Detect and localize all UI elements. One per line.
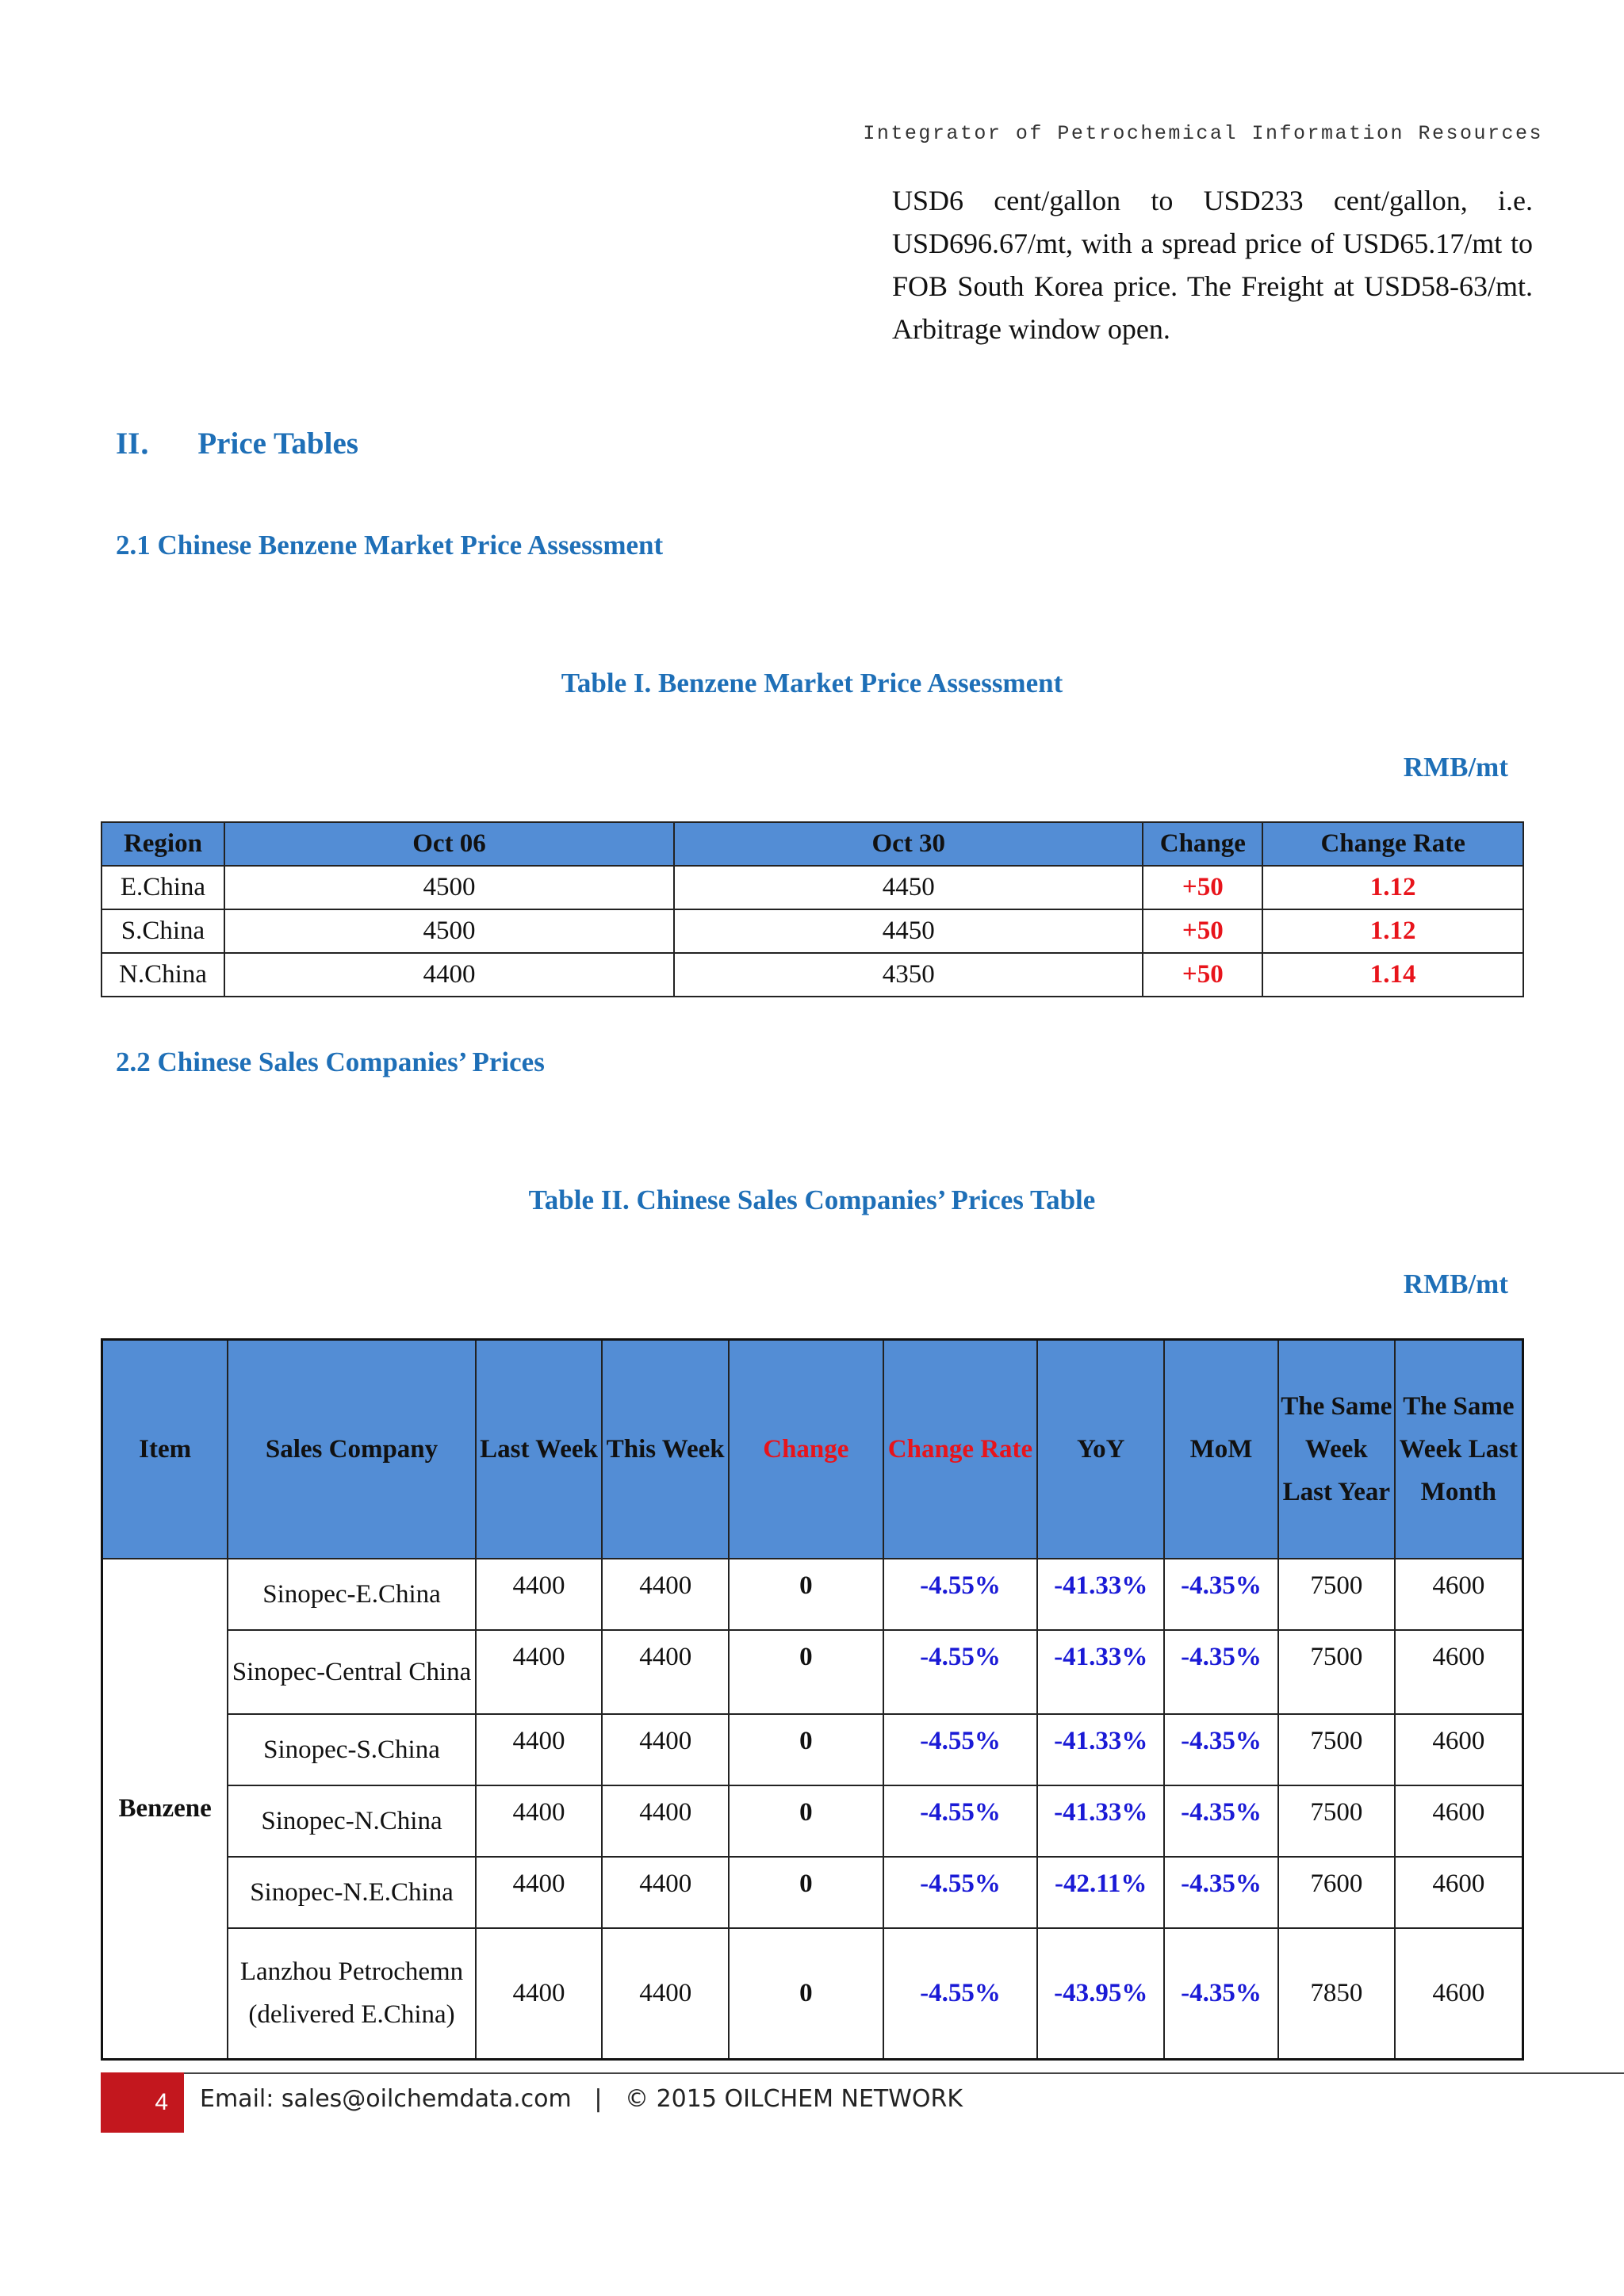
price-cell: 4350 <box>674 953 1143 997</box>
change-cell: +50 <box>1143 866 1262 909</box>
table-row <box>102 1714 1523 1785</box>
section-number: II． <box>116 427 171 461</box>
intro-paragraph: USD6 cent/gallon to USD233 cent/gallon, i.e. USD696.67/mt, with a spread price of USD65.17/mt to FOB South Korea price. The Freight at USD58-63/mt. Arbitrage window open. <box>892 185 1533 345</box>
mom-cell: -4.35% <box>1164 1928 1278 2060</box>
mom-cell: -4.35% <box>1164 1857 1278 1928</box>
mom-cell: -4.35% <box>1164 1630 1278 1714</box>
last-month-cell: 4600 <box>1395 1714 1523 1785</box>
section-heading <box>116 419 358 463</box>
table-row <box>102 1559 1523 1630</box>
header-cell: Oct 30 <box>674 822 1143 866</box>
this-week-cell: 4400 <box>602 1559 729 1630</box>
price-cell: 4450 <box>674 909 1143 953</box>
this-week-cell: 4400 <box>602 1630 729 1714</box>
header-same-week-last-month: The Same Week Last Month <box>1395 1340 1523 1559</box>
price-cell: 4450 <box>674 866 1143 909</box>
change-cell: +50 <box>1143 909 1262 953</box>
last-week-cell: 4400 <box>476 1630 603 1714</box>
header-cell: Change <box>1143 822 1262 866</box>
change-rate-cell: -4.55% <box>883 1559 1038 1630</box>
price-cell: 4500 <box>224 909 674 953</box>
footer-email: Email: sales@oilchemdata.com <box>200 2085 572 2113</box>
subheading-2-2: 2.2 Chinese Sales Companies’ Prices <box>116 1047 545 1077</box>
company-cell: Lanzhou Petrochemn (delivered E.China) <box>228 1928 475 2060</box>
change-rate-cell: 1.12 <box>1262 866 1523 909</box>
header-last-week: Last Week <box>476 1340 603 1559</box>
price-cell: 4500 <box>224 866 674 909</box>
last-week-cell: 4400 <box>476 1857 603 1928</box>
table2-unit: RMB/mt <box>1403 1269 1508 1299</box>
table1-unit: RMB/mt <box>1403 752 1508 783</box>
last-month-cell: 4600 <box>1395 1785 1523 1857</box>
sales-companies-table <box>101 1338 1524 2061</box>
header-change: Change <box>729 1340 883 1559</box>
last-year-cell: 7500 <box>1278 1630 1395 1714</box>
company-cell: Sinopec-S.China <box>228 1714 475 1785</box>
page-number: 4 <box>101 2072 184 2133</box>
header-same-week-last-year: The Same Week Last Year <box>1278 1340 1395 1559</box>
change-rate-cell: -4.55% <box>883 1928 1038 2060</box>
footer-copyright: © 2015 OILCHEM NETWORK <box>625 2085 963 2113</box>
this-week-cell: 4400 <box>602 1714 729 1785</box>
mom-cell: -4.35% <box>1164 1785 1278 1857</box>
yoy-cell: -41.33% <box>1037 1714 1164 1785</box>
benzene-price-table <box>101 821 1524 997</box>
table-header-row <box>102 822 1523 866</box>
last-week-cell: 4400 <box>476 1559 603 1630</box>
table-row <box>102 1928 1523 2060</box>
change-cell: 0 <box>729 1559 883 1630</box>
yoy-cell: -41.33% <box>1037 1785 1164 1857</box>
region-cell: S.China <box>102 909 224 953</box>
region-cell: E.China <box>102 866 224 909</box>
change-rate-cell: -4.55% <box>883 1857 1038 1928</box>
change-rate-cell: 1.12 <box>1262 909 1523 953</box>
last-year-cell: 7500 <box>1278 1559 1395 1630</box>
footer-divider <box>184 2072 1624 2074</box>
last-year-cell: 7500 <box>1278 1785 1395 1857</box>
table-header-row <box>102 1340 1523 1559</box>
last-month-cell: 4600 <box>1395 1928 1523 2060</box>
change-cell: +50 <box>1143 953 1262 997</box>
table-row <box>102 866 1523 909</box>
table-row <box>102 1630 1523 1714</box>
subheading-2-1: 2.1 Chinese Benzene Market Price Assessment <box>116 530 664 561</box>
header-cell: Change Rate <box>1262 822 1523 866</box>
price-cell: 4400 <box>224 953 674 997</box>
last-month-cell: 4600 <box>1395 1559 1523 1630</box>
footer-separator: | <box>594 2085 603 2113</box>
yoy-cell: -43.95% <box>1037 1928 1164 2060</box>
item-cell: Benzene <box>102 1559 228 2060</box>
last-year-cell: 7600 <box>1278 1857 1395 1928</box>
table2-caption: Table II. Chinese Sales Companies’ Prices Table <box>528 1184 1096 1215</box>
change-cell: 0 <box>729 1928 883 2060</box>
this-week-cell: 4400 <box>602 1928 729 2060</box>
this-week-cell: 4400 <box>602 1857 729 1928</box>
change-rate-cell: 1.14 <box>1262 953 1523 997</box>
region-cell: N.China <box>102 953 224 997</box>
company-cell: Sinopec-E.China <box>228 1559 475 1630</box>
table-row <box>102 953 1523 997</box>
header-change-rate: Change Rate <box>883 1340 1038 1559</box>
header-cell: Region <box>102 822 224 866</box>
table-row <box>102 1857 1523 1928</box>
change-cell: 0 <box>729 1714 883 1785</box>
footer-text <box>200 2085 963 2113</box>
table-row <box>102 1785 1523 1857</box>
change-cell: 0 <box>729 1785 883 1857</box>
mom-cell: -4.35% <box>1164 1714 1278 1785</box>
header-yoy: YoY <box>1037 1340 1164 1559</box>
last-month-cell: 4600 <box>1395 1857 1523 1928</box>
change-cell: 0 <box>729 1630 883 1714</box>
change-rate-cell: -4.55% <box>883 1714 1038 1785</box>
last-year-cell: 7850 <box>1278 1928 1395 2060</box>
company-cell: Sinopec-N.China <box>228 1785 475 1857</box>
table1-caption: Table I. Benzene Market Price Assessment <box>561 668 1063 698</box>
last-year-cell: 7500 <box>1278 1714 1395 1785</box>
this-week-cell: 4400 <box>602 1785 729 1857</box>
last-week-cell: 4400 <box>476 1785 603 1857</box>
section-title: Price Tables <box>197 427 358 461</box>
header-sales-company: Sales Company <box>228 1340 475 1559</box>
header-tagline: Integrator of Petrochemical Information Resources <box>863 122 1543 145</box>
company-cell: Sinopec-N.E.China <box>228 1857 475 1928</box>
last-week-cell: 4400 <box>476 1714 603 1785</box>
company-cell: Sinopec-Central China <box>228 1630 475 1714</box>
change-rate-cell: -4.55% <box>883 1785 1038 1857</box>
header-item: Item <box>102 1340 228 1559</box>
change-cell: 0 <box>729 1857 883 1928</box>
last-month-cell: 4600 <box>1395 1630 1523 1714</box>
yoy-cell: -42.11% <box>1037 1857 1164 1928</box>
change-rate-cell: -4.55% <box>883 1630 1038 1714</box>
mom-cell: -4.35% <box>1164 1559 1278 1630</box>
header-mom: MoM <box>1164 1340 1278 1559</box>
yoy-cell: -41.33% <box>1037 1559 1164 1630</box>
header-cell: Oct 06 <box>224 822 674 866</box>
last-week-cell: 4400 <box>476 1928 603 2060</box>
table-row <box>102 909 1523 953</box>
header-this-week: This Week <box>602 1340 729 1559</box>
yoy-cell: -41.33% <box>1037 1630 1164 1714</box>
